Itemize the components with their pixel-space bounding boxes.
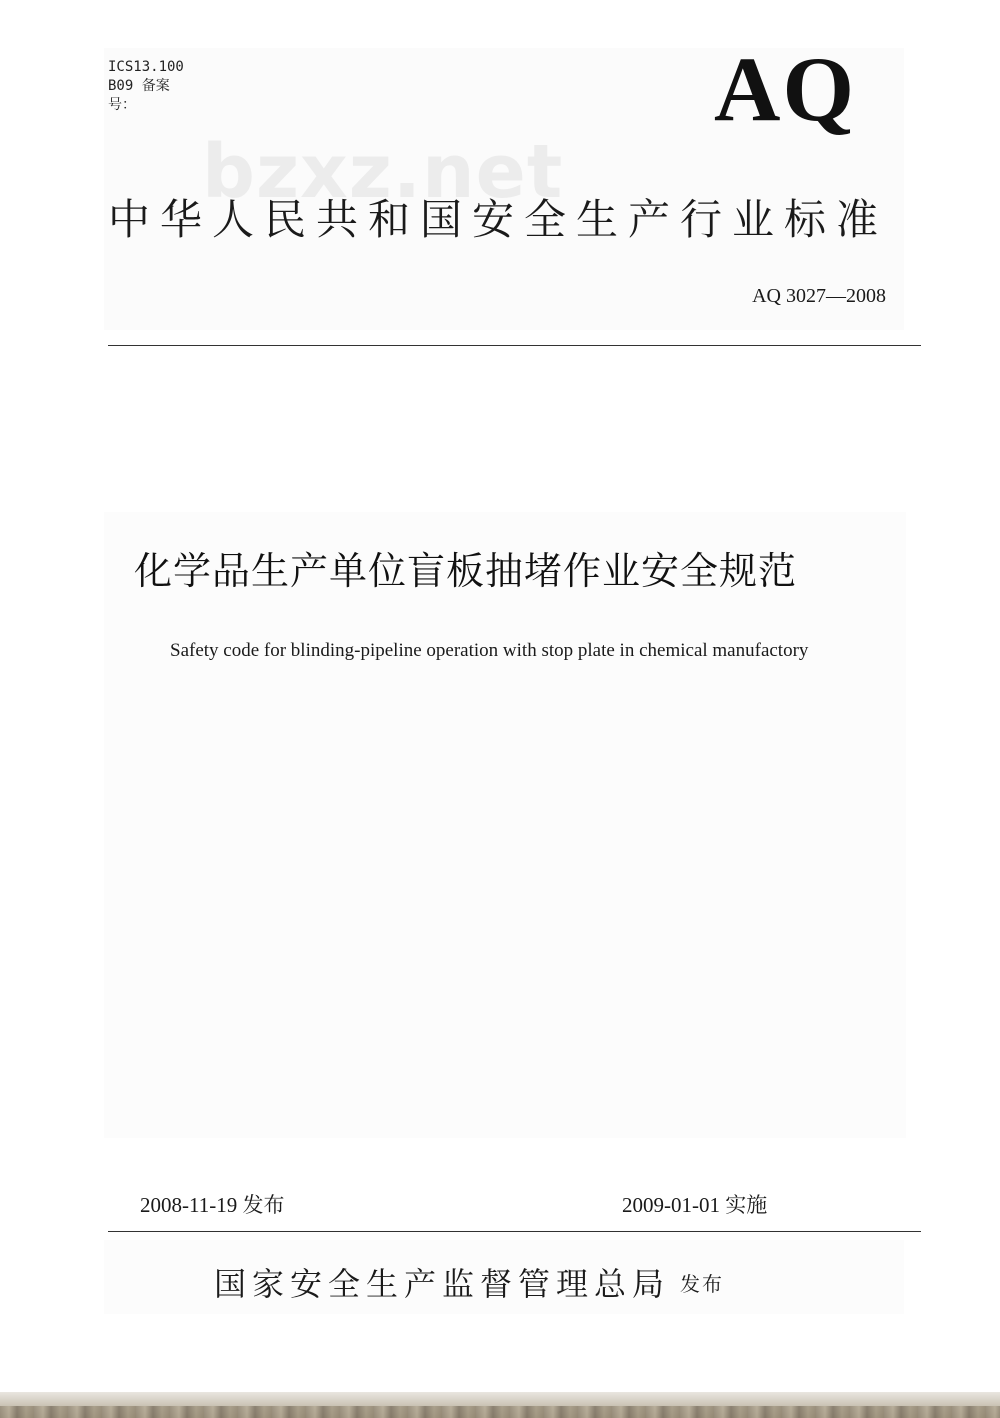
issuing-authority bbox=[214, 1262, 724, 1306]
effective-date: 2009-01-01 实施 bbox=[622, 1193, 768, 1217]
issuing-authority-name: 国家安全生产监督管理总局 bbox=[214, 1265, 671, 1303]
document-title-english: Safety code for blinding-pipeline operation with stop plate in chemical manufactory bbox=[170, 640, 809, 661]
ics-code: ICS13.100 bbox=[108, 59, 184, 75]
aq-standard-logo: AQ bbox=[714, 38, 856, 140]
header-divider bbox=[108, 345, 921, 346]
scan-bottom-texture bbox=[0, 1406, 1000, 1418]
document-title-chinese: 化学品生产单位盲板抽堵作业安全规范 bbox=[134, 549, 798, 593]
site-watermark: bzxz.net bbox=[202, 129, 564, 215]
filing-number-label: 号： bbox=[108, 97, 136, 113]
footer-divider bbox=[108, 1231, 921, 1232]
standard-number: AQ 3027—2008 bbox=[752, 285, 886, 307]
filing-category: B09 备案 bbox=[108, 78, 170, 94]
body-background-panel bbox=[104, 512, 906, 1138]
issuing-authority-suffix: 发布 bbox=[680, 1272, 725, 1296]
standard-category-title: 中华人民共和国安全生产行业标准 bbox=[108, 195, 889, 244]
issue-date: 2008-11-19 发布 bbox=[140, 1193, 285, 1217]
classification-codes bbox=[108, 58, 184, 115]
